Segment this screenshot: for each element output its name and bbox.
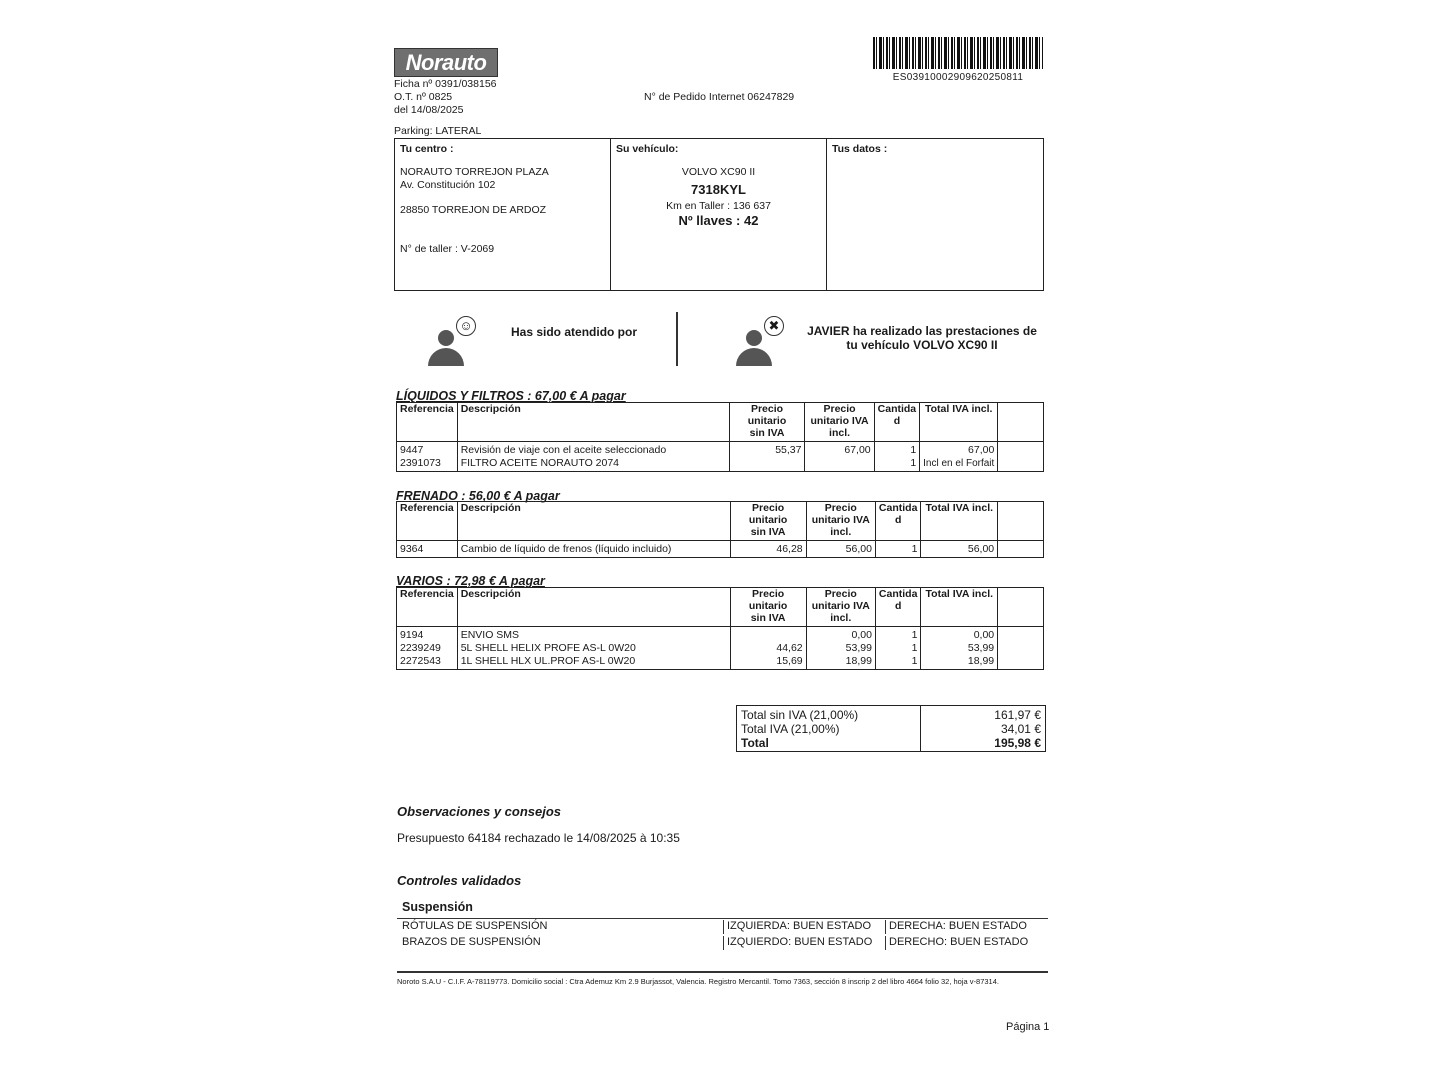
mechanic-text: JAVIER ha realizado las prestaciones de tu vehículo VOLVO XC90 II: [807, 324, 1037, 352]
control-left-status: IZQUIERDO: BUEN ESTADO: [727, 936, 873, 948]
table-header-row: Referencia Descripción Precio unitario sin IVA Precio unitario IVA incl. Cantida d Total IVA incl.: [397, 588, 1044, 627]
centro-column: [395, 139, 611, 290]
control-left-status: IZQUIERDA: BUEN ESTADO: [727, 920, 872, 932]
parking-info: Parking: LATERAL: [394, 125, 482, 137]
attended-by-label: Has sido atendido por: [511, 325, 638, 339]
grand-total-row: Total 195,98 €: [737, 736, 1046, 752]
centro-title: Tu centro :: [400, 143, 454, 155]
vehicle-km: Km en Taller : 136 637: [666, 200, 771, 212]
internet-order-number: N° de Pedido Internet 06247829: [644, 91, 795, 103]
barcode: [873, 37, 1043, 69]
vehiculo-title: Su vehículo:: [616, 143, 679, 155]
footer-divider: [397, 971, 1048, 973]
info-box: [394, 138, 1044, 291]
totals-table: [736, 705, 1046, 752]
total-iva-row: Total IVA (21,00%) 34,01 €: [737, 722, 1046, 736]
vehicle-plate: 7318KYL: [691, 182, 746, 197]
centro-address: Av. Constitución 102: [400, 179, 496, 191]
observaciones-text: Presupuesto 64184 rechazado le 14/08/2025 à 10:35: [397, 831, 680, 845]
table-header-row: Referencia Descripción Precio unitario sin IVA Precio unitario IVA incl. Cantida d Total IVA incl.: [397, 502, 1044, 541]
controles-divider: [397, 918, 1048, 919]
datos-title: Tus datos :: [832, 143, 888, 155]
frenado-table: [396, 501, 1044, 558]
barcode-text: ES0391000290962025081​1: [892, 72, 1024, 83]
ot-number: O.T. nº 0825: [394, 91, 453, 103]
control-item: RÓTULAS DE SUSPENSIÓN: [402, 920, 548, 932]
section-title-varios: VARIOS : 72,98 € A pagar: [396, 574, 545, 588]
section-title-frenado: FRENADO : 56,00 € A pagar: [396, 489, 560, 503]
table-row: 9194 ENVIO SMS 0,00 1 0,00: [397, 627, 1044, 643]
section-title-liquidos: LÍQUIDOS Y FILTROS : 67,00 € A pagar: [396, 389, 626, 403]
total-sin-iva-row: Total sin IVA (21,00%) 161,97 €: [737, 706, 1046, 723]
ficha-number: Ficha nº 0391/038156: [394, 78, 497, 90]
liquidos-table: [396, 402, 1044, 472]
observaciones-title: Observaciones y consejos: [397, 804, 562, 819]
attended-divider: [676, 312, 678, 366]
table-header-row: Referencia Descripción Precio unitario sin IVA Precio unitario IVA incl. Cantida d Total IVA incl.: [397, 403, 1044, 442]
vehicle-keys: Nº llaves : 42: [678, 213, 759, 228]
order-date: del 14/08/2025: [394, 104, 464, 116]
control-right-status: DERECHA: BUEN ESTADO: [889, 920, 1027, 932]
page-number: Página 1: [1006, 1021, 1050, 1033]
control-right-status: DERECHO: BUEN ESTADO: [889, 936, 1029, 948]
datos-column: [827, 139, 1042, 290]
table-row: 2391073 FILTRO ACEITE NORAUTO 2074 1 Incl en el Forfait: [397, 457, 1044, 472]
centro-city: 28850 TORREJON DE ARDOZ: [400, 204, 547, 216]
table-row: 2272543 1L SHELL HLX UL.PROF AS-L 0W20 15,69 18,99 1 18,99: [397, 655, 1044, 670]
table-row: 9364 Cambio de líquido de frenos (líquido incluido) 46,28 56,00 1 56,00: [397, 541, 1044, 558]
centro-name: NORAUTO TORREJON PLAZA: [400, 166, 549, 178]
vehiculo-column: [611, 139, 827, 290]
legal-footer: Noroto S.A.U - C.I.F. A-78119773. Domicilio social : Ctra Ademuz Km 2.9 Burjassot, Valencia. Registro Mercantil. Tomo 7363, sección 8 inscrip 2 del libro 4664 folio 32, hoja v-87314.: [397, 977, 999, 986]
control-item: BRAZOS DE SUSPENSIÓN: [402, 936, 541, 948]
taller-number: N° de taller : V-2069: [400, 243, 495, 255]
table-row: 9447 Revisión de viaje con el aceite seleccionado 55,37 67,00 1 67,00: [397, 442, 1044, 458]
controles-title: Controles validados: [397, 873, 522, 888]
norauto-logo: Norauto: [394, 48, 498, 77]
vehicle-model: VOLVO XC90 II: [681, 166, 756, 178]
table-row: 2239249 5L SHELL HELIX PROFE AS-L 0W20 44,62 53,99 1 53,99: [397, 642, 1044, 655]
suspension-title: Suspensión: [402, 900, 473, 914]
varios-table: [396, 587, 1044, 670]
